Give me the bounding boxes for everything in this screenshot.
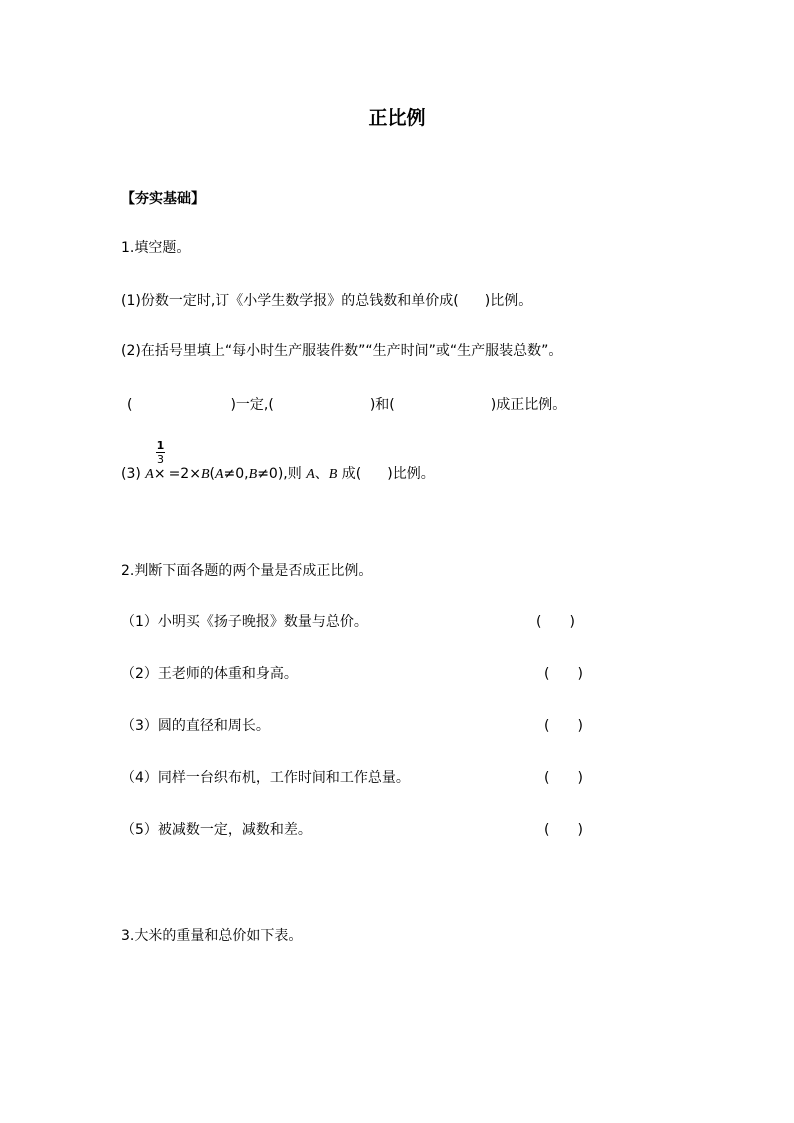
fraction-denominator: 3	[157, 453, 164, 466]
var-a-2: A	[306, 467, 315, 482]
q1-part1	[121, 292, 532, 310]
var-b: B	[200, 467, 210, 482]
q2-item-4-answer: ( )	[544, 770, 583, 786]
q1-heading: 1.填空题。	[121, 240, 191, 256]
cond-open: (	[209, 466, 215, 482]
q1-part3	[121, 465, 435, 484]
blank-mid-1: )一定,(	[230, 397, 274, 413]
q2-item-1-answer: ( )	[536, 614, 575, 630]
q3-heading: 3.大米的重量和总价如下表。	[121, 928, 303, 944]
cond-mid: ≠0,	[223, 466, 249, 482]
q1-part3-prefix: (3)	[121, 466, 146, 482]
q1-part1-tail: )比例。	[484, 293, 533, 309]
times-sign: ×	[153, 466, 166, 482]
q2-item-3: （3）圆的直径和周长。	[121, 718, 270, 734]
blank-open-1: (	[127, 397, 133, 413]
q2-item-4: （4）同样一台织布机，工作时间和工作总量。	[121, 770, 410, 786]
q2-heading: 2.判断下面各题的两个量是否成正比例。	[121, 563, 373, 579]
q2-item-2-answer: ( )	[544, 666, 583, 682]
q1-part3-tail: )比例。	[387, 466, 435, 482]
fraction-one-third	[156, 440, 165, 465]
cond-close: ≠0),则	[257, 466, 307, 482]
cond-a: A	[214, 467, 224, 482]
q1-part2: (2)在括号里填上“每小时生产服装件数”“生产时间”或“生产服装总数”。	[121, 343, 563, 359]
separator: 、	[314, 466, 329, 482]
q2-item-5: （5）被减数一定，减数和差。	[121, 822, 312, 838]
var-a: A	[145, 467, 154, 482]
q1-part2-blanks	[127, 396, 566, 414]
q2-item-5-answer: ( )	[544, 822, 583, 838]
tail-open: 成(	[337, 466, 362, 482]
equals-text: =2×	[168, 466, 201, 482]
page-title: 正比例	[368, 107, 426, 129]
fraction-numerator: 1	[156, 439, 165, 452]
q2-item-3-answer: ( )	[544, 718, 583, 734]
section-heading: 【夯实基础】	[121, 191, 205, 207]
cond-b: B	[248, 467, 258, 482]
blank-tail: )成正比例。	[490, 397, 567, 413]
q2-item-1: （1）小明买《扬子晚报》数量与总价。	[121, 614, 368, 630]
blank-mid-2: )和(	[369, 397, 395, 413]
q2-item-2: （2）王老师的体重和身高。	[121, 666, 298, 682]
var-b-2: B	[328, 467, 338, 482]
q1-part1-text: (1)份数一定时,订《小学生数学报》的总钱数和单价成(	[121, 293, 459, 309]
